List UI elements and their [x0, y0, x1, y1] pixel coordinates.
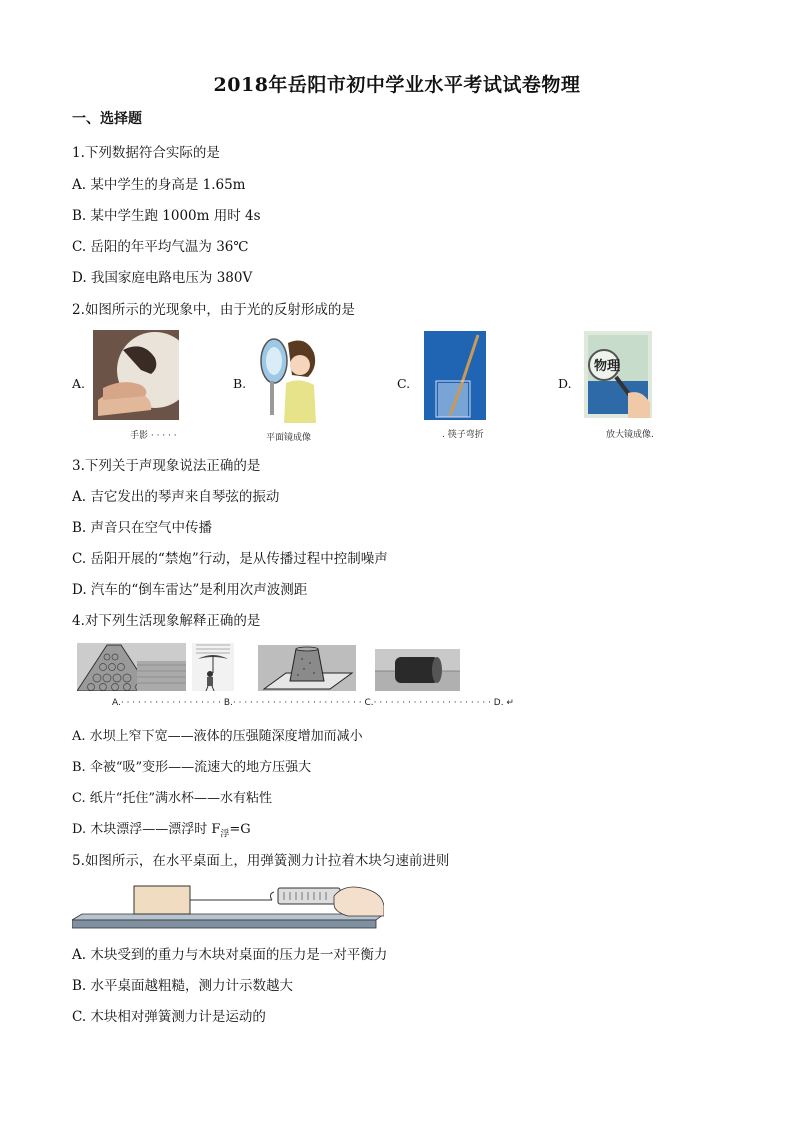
- mirror-image: [256, 333, 318, 423]
- figure-label-b: B.: [233, 376, 247, 391]
- question-5-option-b: B. 水平桌面越粗糙，测力计示数越大: [72, 978, 294, 994]
- question-2-stem: 2.如图所示的光现象中，由于光的反射形成的是: [72, 302, 355, 318]
- option-d-prefix: D. 木块漂浮——漂浮时 F: [72, 822, 221, 837]
- question-1-option-a: A. 某中学生的身高是 1.65m: [72, 177, 246, 193]
- question-3-stem: 3.下列关于声现象说法正确的是: [72, 458, 261, 474]
- question-3-option-b: B. 声音只在空气中传播: [72, 520, 213, 536]
- chopstick-image: [424, 331, 486, 420]
- question-4-stem: 4.对下列生活现象解释正确的是: [72, 613, 261, 629]
- question-1-option-d: D. 我国家庭电路电压为 380V: [72, 270, 253, 286]
- section-heading: 一、选择题: [72, 111, 142, 127]
- floating-wood-image: [375, 649, 460, 691]
- question-3-option-a: A. 吉它发出的琴声来自琴弦的振动: [72, 489, 280, 505]
- question-4-captions: A.· · · · · · · · · · · · · · · · · · B.· · · · · · · · · · · · · · · · · · · · · · · C.· · · · · · · · · · · · · · · · · · · · · D. ↵: [112, 698, 514, 708]
- cup-paper-image: [258, 645, 356, 691]
- magnifier-book-image: [584, 331, 652, 418]
- caption-c: . 筷子弯折: [442, 430, 484, 440]
- question-3-option-c: C. 岳阳开展的“禁炮”行动，是从传播过程中控制噪声: [72, 551, 388, 567]
- caption-d: 放大镜成像.: [606, 430, 654, 440]
- caption-b: 平面镜成像: [266, 433, 312, 443]
- figure-label-c: C.: [397, 376, 411, 391]
- question-4-option-b: B. 伞被“吸”变形——流速大的地方压强大: [72, 760, 312, 775]
- question-5-option-a: A. 木块受到的重力与木块对桌面的压力是一对平衡力: [72, 947, 388, 963]
- spring-scale-figure: [72, 876, 384, 932]
- question-4-option-a: A. 水坝上窄下宽——液体的压强随深度增加而减小: [72, 729, 363, 744]
- umbrella-image: [192, 643, 234, 691]
- question-1-option-c: C. 岳阳的年平均气温为 36℃: [72, 239, 249, 255]
- option-d-subscript: 浮: [220, 829, 230, 840]
- question-5-stem: 5.如图所示，在水平桌面上，用弹簧测力计拉着木块匀速前进则: [72, 853, 450, 869]
- option-d-suffix: =G: [229, 822, 251, 837]
- question-1-stem: 1.下列数据符合实际的是: [72, 145, 220, 161]
- question-1-option-b: B. 某中学生跑 1000m 用时 4s: [72, 208, 261, 224]
- question-3-option-d: D. 汽车的“倒车雷达”是利用次声波测距: [72, 582, 308, 598]
- dam-image: [77, 643, 186, 691]
- figure-label-d: D.: [558, 376, 572, 391]
- book-title-text: 物理: [594, 359, 621, 374]
- question-4-option-c: C. 纸片“托住”满水杯——水有粘性: [72, 791, 273, 806]
- hand-shadow-image: [93, 330, 179, 420]
- question-4-option-d: [72, 818, 251, 840]
- question-5-option-c: C. 木块相对弹簧测力计是运动的: [72, 1009, 266, 1025]
- figure-label-a: A.: [72, 376, 86, 391]
- caption-a: 手影 · · · · ·: [130, 431, 177, 441]
- page-title: 2018年岳阳市初中学业水平考试试卷物理: [213, 74, 581, 96]
